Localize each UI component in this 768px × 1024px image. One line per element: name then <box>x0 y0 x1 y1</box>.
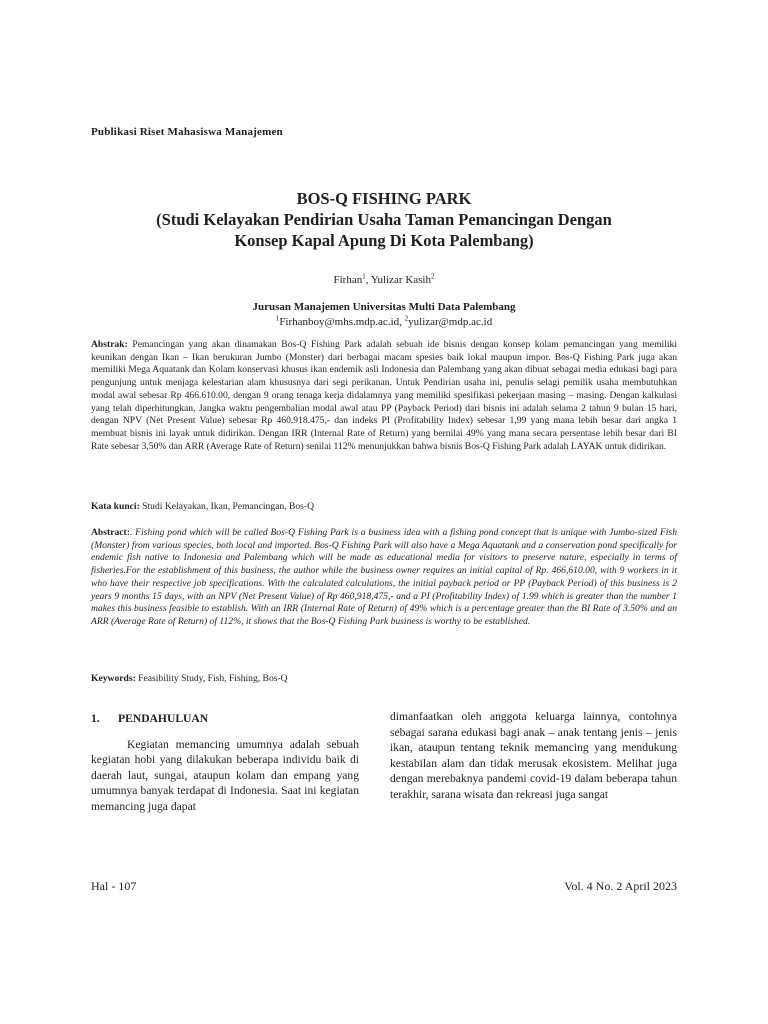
author-emails <box>91 315 677 330</box>
author-list <box>91 274 677 286</box>
author-name: Firhan <box>333 274 363 286</box>
keywords-indonesian <box>91 501 677 514</box>
title-line-3: Konsep Kapal Apung Di Kota Palembang) <box>234 231 534 250</box>
body-paragraph: dimanfaatkan oleh anggota keluarga lainnya, contohnya sebagai sarana edukasi bagi anak – anak tentang jenis – jenis ikan, ataupun tentang teknik memancing yang mendukung kestabilan alam dan tidak merusak ekosistem. Melihat juga dengan merebaknya pandemi covid-19 dalam beberapa tahun terakhir, sarana wisata dan rekreasi juga sangat <box>390 710 677 801</box>
email-mark: 1 <box>275 314 280 323</box>
title-line-2: (Studi Kelayakan Pendirian Usaha Taman Pemancingan Dengan <box>156 210 612 229</box>
keywords-text: Studi Kelayakan, Ikan, Pemancingan, Bos-Q <box>139 501 315 512</box>
email: Firhanboy@mhs.mdp.ac.id, <box>279 316 405 328</box>
author-separator: , <box>365 274 371 286</box>
paper-title <box>91 188 677 251</box>
institution: Jurusan Manajemen Universitas Multi Data Palembang <box>252 301 516 313</box>
author-name: Yulizar Kasih <box>370 274 431 286</box>
abstract-english <box>91 527 677 629</box>
abstract-label: Abstrak: <box>91 339 128 350</box>
section-heading <box>91 711 359 727</box>
abstract-label: Abstract: <box>91 527 130 538</box>
page-number: Hal - 107 <box>91 879 137 893</box>
body-paragraph: Kegiatan memancing umumnya adalah sebuah kegiatan hobi yang dilakukan beberapa individu baik di daerah laut, sungai, ataupun kolam dan empang yang umumnya banyak terdapat di Indonesia. Saat ini kegiatan memancing juga dapat <box>91 737 359 813</box>
author-affil-mark: 1 <box>362 272 366 281</box>
keywords-label: Kata kunci: <box>91 501 140 512</box>
email: yulizar@mdp.ac.id <box>408 316 493 328</box>
keywords-english <box>91 673 677 686</box>
section-title: PENDAHULUAN <box>118 712 209 725</box>
body-column-right <box>390 709 677 803</box>
abstract-text: Pemancingan yang akan dinamakan Bos-Q Fishing Park adalah sebuah ide bisnis dengan konsep kolam pemancingan yang memiliki keunikan dengan Ikan – Ikan berukuran Jumbo (Monster) dari berbagai macam spesies baik lokal maupun impor. Bos-Q Fishing Park juga akan memiliki Mega Aquatank dan Kolam konservasi khusus ikan endemik asli Indonesia dan Palembang yang akan dibuat sebagai media edukasi bagi para pengunjung untuk menjaga kelestarian alam khususnya dari segi perikanan. Untuk Pendirian usaha ini, penulis selagi pemilik usaha membutuhkan modal awal sebesar Rp 466.610.00, dengan 9 orang tenaga kerja didalamnya yang memiliki spesifikasi pekerjaan masing – masing. Dengan kalkulasi yang telah diperhitungkan, Jangka waktu pengembalian modal awal atau PP (Payback Period) dari bisnis ini adalah selama 2 tahun 9 bulan 15 hari, dengan NPV (Net Present Value) sebesar Rp 460.918.475,- dan indeks PI (Profitability Index) sebesar 1,99 yang mana lebih besar dari angka 1 membuat bisnis ini layak untuk didirikan. Dengan IRR (Internal Rate of Return) yang bernilai 49% yang mana secara persentase lebih besar dari BI Rate sebesar 3,50% dan ARR (Average Rate of Return) senilai 112% menunjukkan bahwa bisnis Bos-Q Fishing Park adalah LAYAK untuk didirikan. <box>91 339 677 452</box>
keywords-label: Keywords: <box>91 673 136 684</box>
email-mark: 2 <box>404 314 409 323</box>
issue-info: Vol. 4 No. 2 April 2023 <box>564 879 677 893</box>
author-affil-mark: 2 <box>431 272 435 281</box>
affiliation <box>91 300 677 330</box>
abstract-text: . Fishing pond which will be called Bos-Q Fishing Park is a business idea with a fishing pond concept that is unique with Jumbo-sized Fish (Monster) from various species, both local and imported. Bos-Q Fishing Park will also have a Mega Aquatank and a conservation pond specifically for endemic fish native to Indonesia and Palembang which will be made as educational media for visitors to preserve nature, especially in terms of fisheries.For the establishment of this business, the author while the business owner requires an initial capital of Rp. 466,610.00, with 9 workers in it who have their respective job specifications. With the calculated calculations, the initial payback period or PP (Payback Period) of this business is 2 years 9 months 15 days, with an NPV (Net Present Value) of Rp 460,918,475,- and a PI (Profitability Index) of 1.99 which is greater than the number 1 makes this business feasible to establish. With an IRR (Internal Rate of Return) of 49% which is a percentage greater than the BI Rate of 3.50% and an ARR (Average Rate of Return) of 112%, it shows that the Bos-Q Fishing Park business is worthy to be established. <box>91 527 677 627</box>
keywords-text: Feasibility Study, Fish, Fishing, Bos-Q <box>135 673 288 684</box>
section-number: 1. <box>91 712 100 725</box>
body-column-left <box>91 711 359 815</box>
title-line-1: BOS-Q FISHING PARK <box>296 189 472 208</box>
journal-name: Publikasi Riset Mahasiswa Manajemen <box>91 126 283 138</box>
abstract-indonesian <box>91 339 677 453</box>
